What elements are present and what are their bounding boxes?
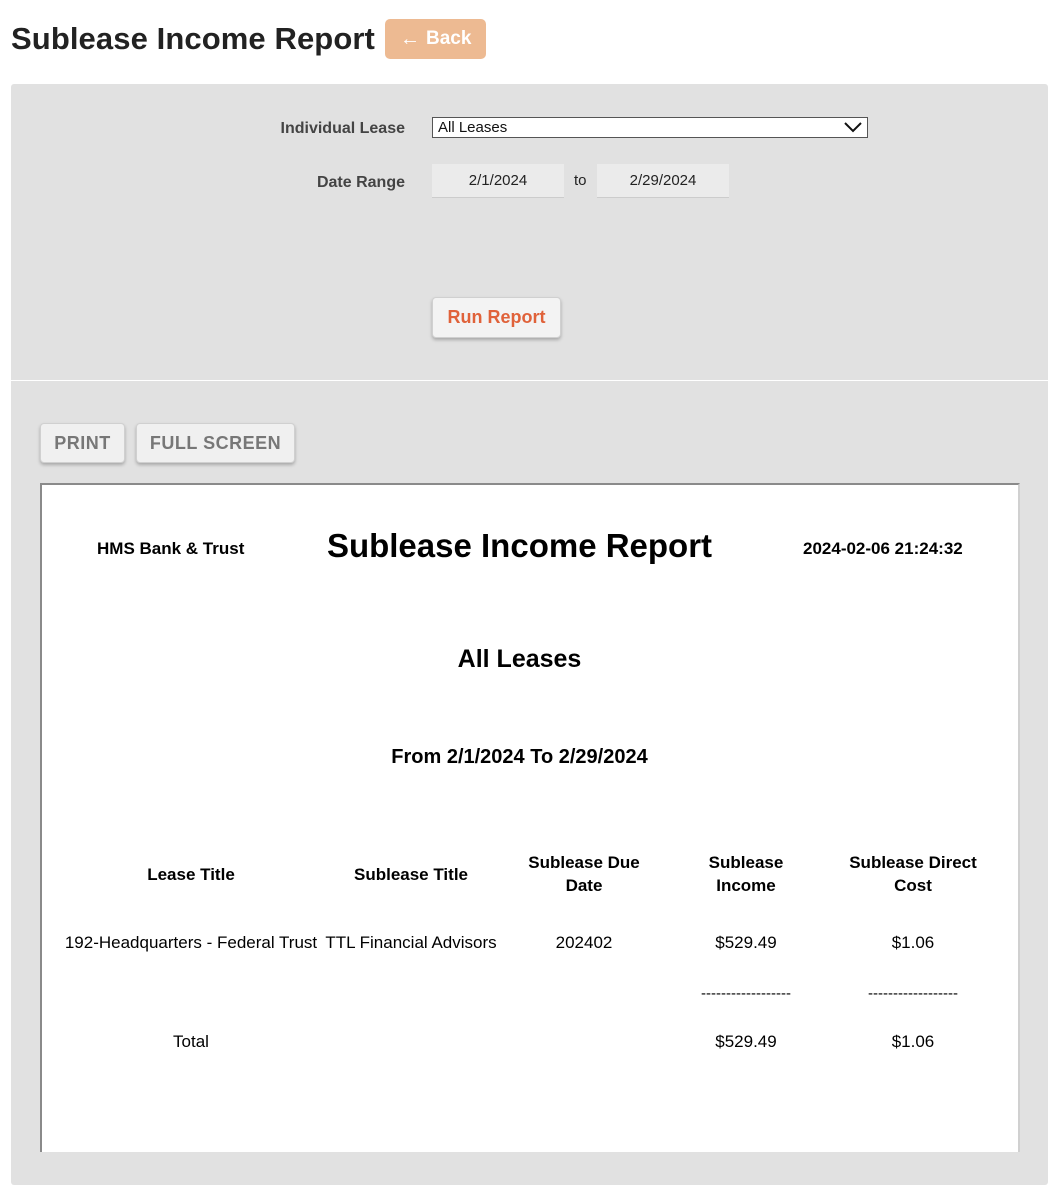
row-lease-title: 192-Headquarters - Federal Trust [64, 933, 318, 952]
report-scope: All Leases [457, 645, 582, 673]
back-button[interactable] [385, 19, 486, 59]
report-title: Sublease Income Report [326, 527, 713, 564]
col-header-lease-title: Lease Title [147, 865, 235, 884]
date-to-separator: to [574, 172, 587, 189]
left-arrow-icon: ← [399, 27, 420, 50]
total-direct-cost: $1.06 [891, 1032, 935, 1051]
col-header-sublease-title: Sublease Title [353, 865, 468, 884]
date-to-input[interactable]: 2/29/2024 [597, 164, 729, 198]
run-report-button[interactable]: Run Report [432, 297, 561, 338]
report-date-range: From 2/1/2024 To 2/29/2024 [391, 746, 648, 768]
individual-lease-value: All Leases [438, 119, 508, 136]
individual-lease-label: Individual Lease [280, 120, 405, 137]
total-income: $529.49 [715, 1032, 777, 1051]
row-income: $529.49 [715, 933, 777, 952]
report-timestamp: 2024-02-06 21:24:32 [803, 539, 963, 558]
col-header-due-date-line2: Date [565, 876, 603, 895]
total-label: Total [173, 1032, 209, 1051]
page-header [11, 16, 486, 62]
income-separator: ------------------ [701, 985, 791, 1002]
col-header-income-line1: Sublease [708, 853, 784, 872]
col-header-due-date [514, 851, 654, 897]
col-header-direct-cost-line1: Sublease Direct [849, 853, 977, 872]
chevron-down-icon [843, 119, 863, 135]
report-document [40, 483, 1020, 1152]
individual-lease-select[interactable] [432, 117, 868, 138]
row-sublease-title: TTL Financial Advisors [325, 933, 497, 952]
back-button-label: Back [425, 28, 472, 49]
col-header-income-line2: Income [716, 876, 776, 895]
report-panel [11, 84, 1048, 1185]
col-header-income [686, 851, 806, 897]
date-from-input[interactable]: 2/1/2024 [432, 164, 564, 198]
direct-cost-separator: ------------------ [868, 985, 958, 1002]
panel-divider [11, 380, 1048, 381]
print-button[interactable]: PRINT [40, 423, 125, 463]
date-range-label: Date Range [316, 174, 405, 191]
col-header-due-date-line1: Sublease Due [528, 853, 640, 872]
report-company: HMS Bank & Trust [97, 539, 245, 558]
col-header-direct-cost [833, 851, 993, 897]
row-direct-cost: $1.06 [891, 933, 935, 952]
col-header-direct-cost-line2: Cost [894, 876, 932, 895]
page-title: Sublease Income Report [11, 21, 375, 56]
full-screen-button[interactable]: FULL SCREEN [136, 423, 295, 463]
row-due-date: 202402 [555, 933, 613, 952]
